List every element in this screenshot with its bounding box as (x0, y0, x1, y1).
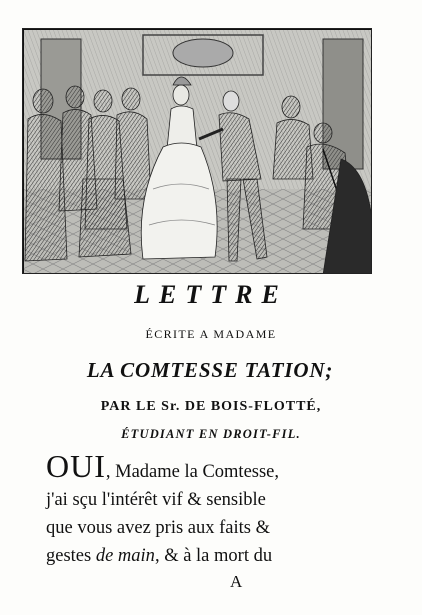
engraving-svg (23, 29, 372, 274)
letter-body (46, 448, 346, 570)
subtitle-author: PAR LE Sr. DE BOIS-FLOTTÉ, (100, 399, 322, 414)
body-line-4 (46, 542, 346, 570)
subtitle-recipient: LA COMTESSE TATION; (86, 358, 334, 382)
drop-cap: OUI (46, 448, 106, 484)
signature-mark: A (230, 572, 243, 591)
letter-title: LETTRE (134, 280, 288, 309)
body-line-2: j'ai sçu l'intérêt vif & sensible (46, 490, 266, 510)
body-line-1-rest: , Madame la Comtesse, (105, 462, 280, 482)
subtitle-author-status: ÉTUDIANT EN DROIT-FIL. (121, 427, 301, 441)
body-line-4-b: , & à la mort du (154, 546, 273, 566)
subtitle-addressed: ÉCRITE A MADAME (145, 327, 277, 341)
body-line-4-emphasis: de main (95, 546, 155, 566)
engraving-illustration (22, 28, 372, 274)
body-line-3: que vous avez pris aux faits & (46, 518, 270, 538)
body-line-4-a: gestes (46, 546, 96, 566)
body-line-1 (46, 448, 346, 486)
